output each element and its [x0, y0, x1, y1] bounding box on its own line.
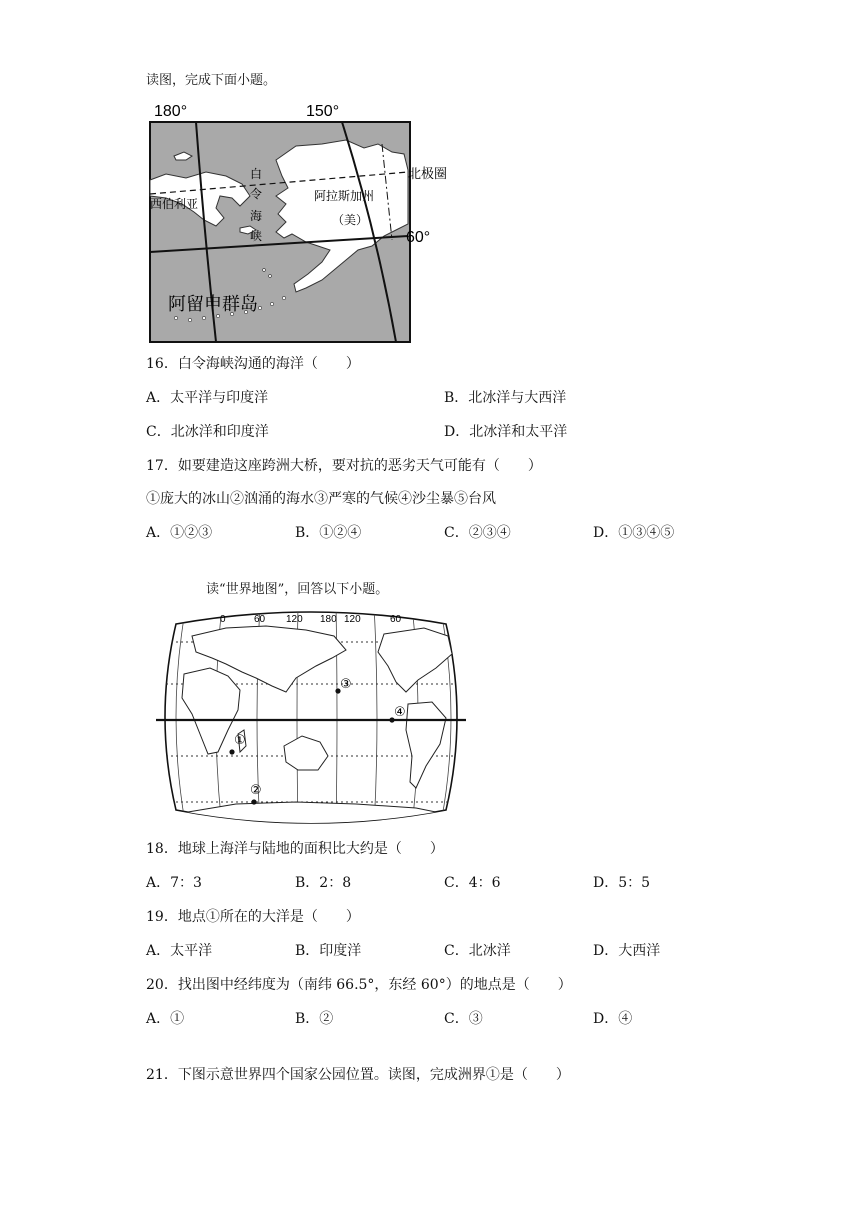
label-150: 150° [306, 103, 340, 120]
lon-label-120w: 120 [344, 614, 361, 625]
q16-stem: 16．白令海峡沟通的海洋（ ） [146, 356, 360, 372]
q21-stem: 21．下图示意世界四个国家公园位置。读图，完成洲界①是（ ） [146, 1067, 570, 1083]
q17-option-b[interactable]: B．①②④ [295, 525, 362, 541]
point-2-dot [251, 799, 256, 804]
q20-option-d[interactable]: D．④ [593, 1011, 633, 1027]
q20-option-b[interactable]: B．② [295, 1011, 334, 1027]
label-strait-1: 白 [250, 167, 263, 181]
q18-option-b[interactable]: B．2：8 [295, 875, 352, 891]
intro-text-2: 读“世界地图”，回答以下小题。 [206, 582, 389, 597]
q19-option-c[interactable]: C．北冰洋 [444, 943, 511, 959]
q19-option-d[interactable]: D．大西洋 [593, 943, 661, 959]
q16-option-c[interactable]: C．北冰洋和印度洋 [146, 424, 269, 440]
q16-option-a[interactable]: A．太平洋与印度洋 [146, 390, 269, 406]
label-arctic-circle: 北极圈 [408, 166, 448, 181]
q19-stem: 19．地点①所在的大洋是（ ） [146, 909, 360, 925]
lon-label-60w: 60 [390, 614, 402, 625]
label-aleutian: 阿留申群岛 [168, 294, 258, 314]
label-60: 60° [406, 229, 431, 246]
label-strait-4: 峡 [250, 229, 263, 243]
point-3-label: ③ [340, 676, 352, 691]
lon-label-180: 180 [320, 614, 337, 625]
point-4-label: ④ [394, 704, 406, 719]
point-1-label: ① [234, 732, 246, 747]
label-strait-2: 令 [250, 187, 263, 201]
label-180: 180° [154, 103, 188, 120]
q20-option-c[interactable]: C．③ [444, 1011, 483, 1027]
q18-option-c[interactable]: C．4：6 [444, 875, 501, 891]
q18-option-d[interactable]: D．5：5 [593, 875, 651, 891]
q17-option-d[interactable]: D．①③④⑤ [593, 525, 675, 541]
q16-option-b[interactable]: B．北冰洋与大西洋 [444, 390, 567, 406]
label-strait-3: 海 [250, 209, 263, 223]
label-siberia: 西伯利亚 [150, 197, 199, 211]
lon-label-0: 0 [220, 614, 226, 625]
label-usa: （美） [332, 213, 369, 227]
label-alaska: 阿拉斯加州 [314, 189, 375, 203]
q17-option-a[interactable]: A．①②③ [146, 525, 213, 541]
q17-option-c[interactable]: C．②③④ [444, 525, 511, 541]
q20-stem: 20．找出图中经纬度为（南纬 66.5°，东经 60°）的地点是（ ） [146, 977, 572, 993]
q18-option-a[interactable]: A．7：3 [146, 875, 202, 891]
lon-label-120e: 120 [286, 614, 303, 625]
intro-text-1: 读图，完成下面小题。 [146, 73, 277, 88]
lon-label-60e: 60 [254, 614, 266, 625]
point-1-dot [229, 749, 234, 754]
point-2-label: ② [250, 782, 262, 797]
bering-strait-map [146, 100, 448, 344]
q17-list: ①庞大的冰山②汹涌的海水③严寒的气候④沙尘暴⑤台风 [146, 491, 496, 507]
q16-option-d[interactable]: D．北冰洋和太平洋 [444, 424, 568, 440]
q20-option-a[interactable]: A．① [146, 1011, 185, 1027]
q19-option-b[interactable]: B．印度洋 [295, 943, 362, 959]
q19-option-a[interactable]: A．太平洋 [146, 943, 213, 959]
world-map [156, 606, 466, 828]
q17-stem: 17．如要建造这座跨洲大桥，要对抗的恶劣天气可能有（ ） [146, 458, 542, 474]
q18-stem: 18．地球上海洋与陆地的面积比大约是（ ） [146, 841, 444, 857]
